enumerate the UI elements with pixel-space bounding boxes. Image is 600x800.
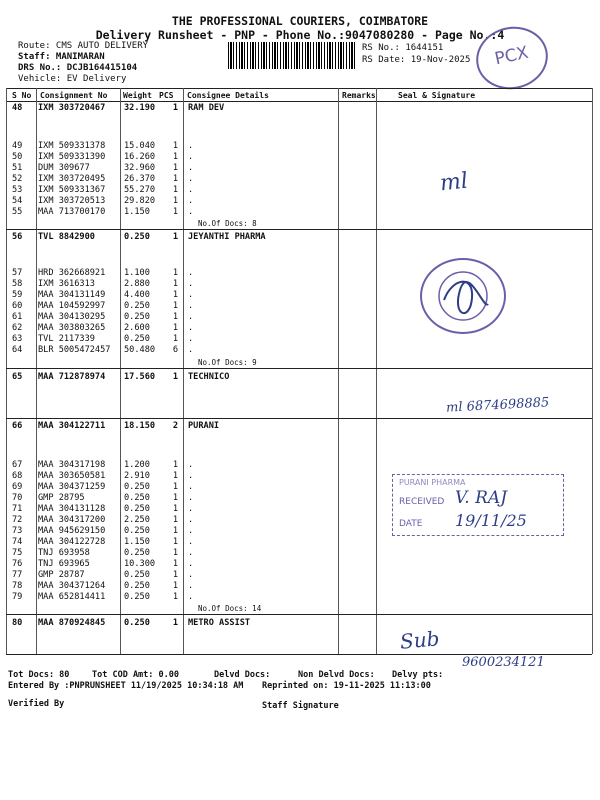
group-rule	[6, 418, 592, 419]
total-cod: Tot COD Amt: 0.00	[92, 670, 179, 680]
no-of-docs: No.Of Docs: 8	[198, 219, 257, 228]
seal-scribble-icon	[422, 260, 504, 332]
jeyanthi-round-seal	[420, 258, 506, 334]
no-of-docs: No.Of Docs: 9	[198, 358, 257, 367]
reprinted-on: Reprinted on: 19-11-2025 11:13:00	[262, 681, 431, 691]
consignee-name: RAM DEV	[188, 103, 225, 113]
entered-by: Entered By :PNPRUNSHEET 11/19/2025 10:34:18 AM	[8, 681, 244, 691]
col-weight: Weight	[123, 91, 152, 100]
divider	[338, 88, 339, 654]
divider	[376, 88, 377, 654]
group-rule	[6, 229, 592, 230]
consignee-name: PURANI	[188, 421, 220, 431]
drs-label: DRS No.: DCJB164415104	[18, 63, 138, 73]
rs-number: RS No.: 1644151	[362, 43, 444, 53]
group-rule	[6, 614, 592, 615]
group-rule	[6, 368, 592, 369]
non-delivered-docs: Non Delvd Docs:	[298, 670, 375, 680]
consignee-name: METRO ASSIST	[188, 618, 251, 628]
col-consignee: Consignee Details	[187, 91, 269, 100]
delivery-points: Delvy pts:	[392, 670, 444, 680]
col-sno: S No	[12, 91, 32, 100]
staff-label: Staff: MANIMARAN	[18, 52, 105, 62]
no-of-docs: No.Of Docs: 14	[198, 604, 262, 613]
staff-signature: Staff Signature	[262, 701, 339, 711]
divider	[183, 88, 184, 654]
col-consignment: Consignment No	[40, 91, 108, 100]
col-pcs: PCS	[159, 91, 174, 100]
table-top-rule	[6, 88, 592, 89]
consignee-name: TECHNICO	[188, 372, 230, 382]
received-stamp-title: PURANI PHARMA	[399, 478, 466, 487]
delivered-docs: Delvd Docs:	[214, 670, 271, 680]
total-docs: Tot Docs: 80	[8, 670, 70, 680]
date-value: 19/11/25	[455, 511, 527, 530]
divider	[592, 88, 593, 654]
vehicle-label: Vehicle: EV Delivery	[18, 74, 127, 84]
signature-metro-assist: Sub	[399, 626, 441, 654]
runsheet-subtitle: Delivery Runsheet - PNP - Phone No.:9047080280 - Page No.:4	[95, 28, 505, 42]
signature-technico: ml 6874698885	[445, 395, 550, 416]
divider	[6, 88, 7, 654]
col-seal-signature: Seal & Signature	[398, 91, 476, 100]
received-stamp	[392, 474, 564, 536]
col-remarks: Remarks	[342, 91, 376, 100]
company-title: THE PROFESSIONAL COURIERS, COIMBATORE	[171, 14, 429, 28]
pcx-stamp-text: PCX	[492, 42, 531, 70]
route-label: Route: CMS AUTO DELIVERY	[18, 41, 149, 51]
divider	[36, 88, 37, 654]
received-label: RECEIVED	[399, 497, 445, 507]
consignee-name: JEYANTHI PHARMA	[188, 232, 266, 242]
rs-date: RS Date: 19-Nov-2025	[362, 55, 471, 65]
metro-phone: 9600234121	[462, 655, 545, 670]
date-label: DATE	[399, 519, 423, 529]
table-header-rule	[6, 101, 592, 102]
verified-by: Verified By	[8, 699, 65, 709]
barcode	[228, 42, 356, 69]
received-value: V. RAJ	[455, 488, 508, 508]
signature-ram-dev: ml	[438, 168, 470, 197]
